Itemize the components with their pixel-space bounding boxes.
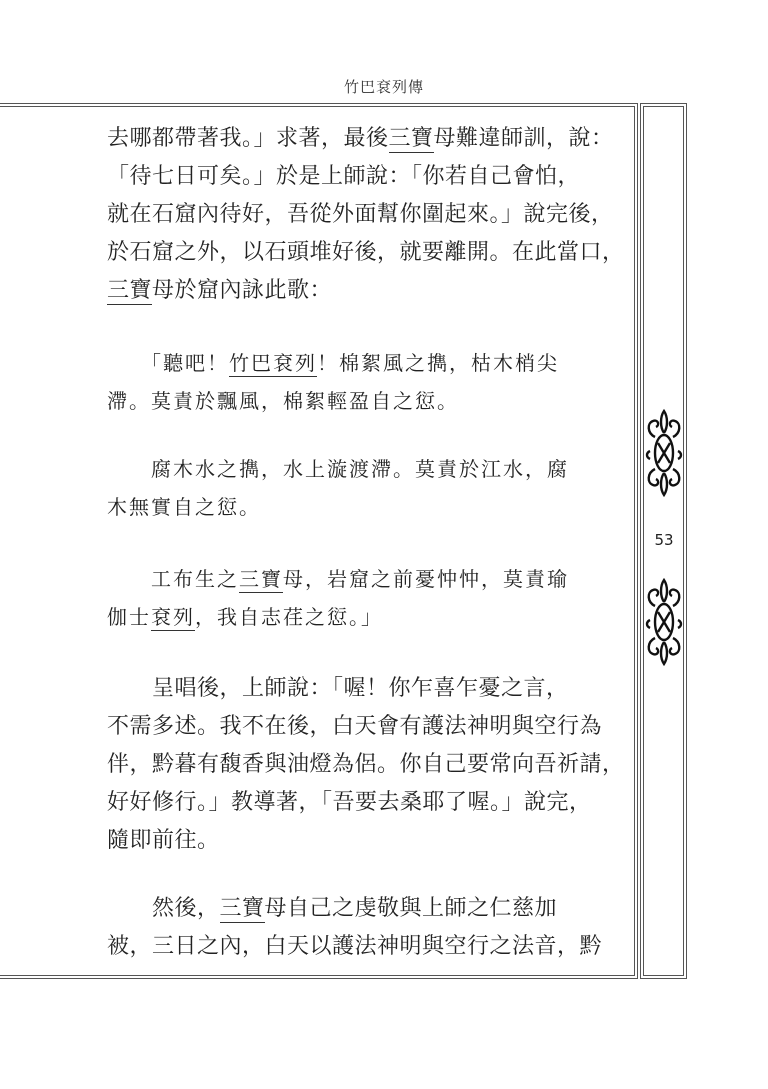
text-line: [107, 670, 625, 708]
text-line: [107, 560, 569, 598]
text-line: [107, 344, 559, 382]
text-run: ！棉絮風之擕，枯木梢尖: [317, 351, 559, 375]
text-run: 隨即前往。: [107, 828, 220, 853]
text-run: 伽士: [107, 605, 151, 629]
text-run: 母自己之虔敬與上師之仁慈加: [264, 896, 558, 921]
underlined-name: 三寶: [219, 896, 265, 921]
text-line: [107, 784, 625, 822]
underlined-name: 三寶: [388, 126, 434, 151]
text-line: [107, 196, 625, 234]
page-number: 53: [654, 531, 674, 549]
text-run: 母難違師訓，說：: [433, 126, 614, 151]
running-head: 竹巴袞列傳: [343, 78, 424, 96]
underlined-name: 三寶: [239, 567, 283, 591]
text-run: 伴，黔暮有馥香與油燈為侶。你自己要常向吾祈請，: [107, 752, 625, 777]
text-run: 被，三日之內，白天以護法神明與空行之法音，黔: [107, 934, 603, 959]
text-run: ，我自志荏之愆。」: [195, 605, 383, 629]
text-run: 去哪都帶著我。」求著，最後: [107, 126, 389, 151]
verse-stanza: [107, 560, 569, 636]
text-run: 就在石窟內待好，吾從外面幫你圍起來。」說完後，: [107, 202, 614, 227]
prose-paragraph: [107, 120, 625, 310]
underlined-name: 三寶: [107, 278, 153, 303]
text-run: 母，岩窟之前憂忡忡，莫責瑜: [283, 567, 569, 591]
text-line: [107, 708, 625, 746]
text-line: [107, 488, 569, 526]
text-run: 於石窟之外，以石頭堆好後，就要離開。在此當口，: [107, 240, 625, 265]
text-line: [107, 234, 625, 272]
text-line: [107, 598, 569, 636]
ornament-icon: [644, 403, 684, 503]
text-run: 工布生之: [107, 567, 239, 591]
text-run: 「聽吧！: [107, 351, 229, 375]
ornament-icon: [644, 572, 684, 672]
underlined-name: 袞列: [151, 605, 195, 629]
text-run: 然後，: [107, 896, 220, 921]
verse-stanza: [107, 344, 559, 420]
text-line: [107, 746, 625, 784]
text-run: 腐木水之擕，水上漩渡滯。莫責於江水，腐: [107, 457, 569, 481]
text-run: 「待七日可矣。」於是上師說：「你若自己會怕，: [107, 164, 581, 189]
text-run: 木無實自之愆。: [107, 495, 261, 519]
text-line: [107, 822, 625, 860]
text-run: 不需多述。我不在後，白天會有護法神明與空行為: [107, 714, 603, 739]
text-line: [107, 382, 559, 420]
text-line: [107, 890, 602, 928]
text-run: 母於窟內詠此歌：: [152, 278, 333, 303]
text-line: [107, 272, 625, 310]
prose-paragraph: [107, 890, 602, 966]
text-line: [107, 120, 625, 158]
underlined-name: 竹巴袞列: [229, 351, 317, 375]
text-line: [107, 450, 569, 488]
text-run: 好好修行。」教導著，「吾要去桑耶了喔。」說完，: [107, 790, 592, 815]
verse-stanza: [107, 450, 569, 526]
text-line: [107, 158, 625, 196]
text-line: [107, 928, 602, 966]
text-run: 呈唱後，上師說：「喔！你乍喜乍憂之言，: [107, 676, 569, 701]
prose-paragraph: [107, 670, 625, 860]
text-run: 滯。莫責於飄風，棉絮輕盈自之愆。: [107, 389, 459, 413]
